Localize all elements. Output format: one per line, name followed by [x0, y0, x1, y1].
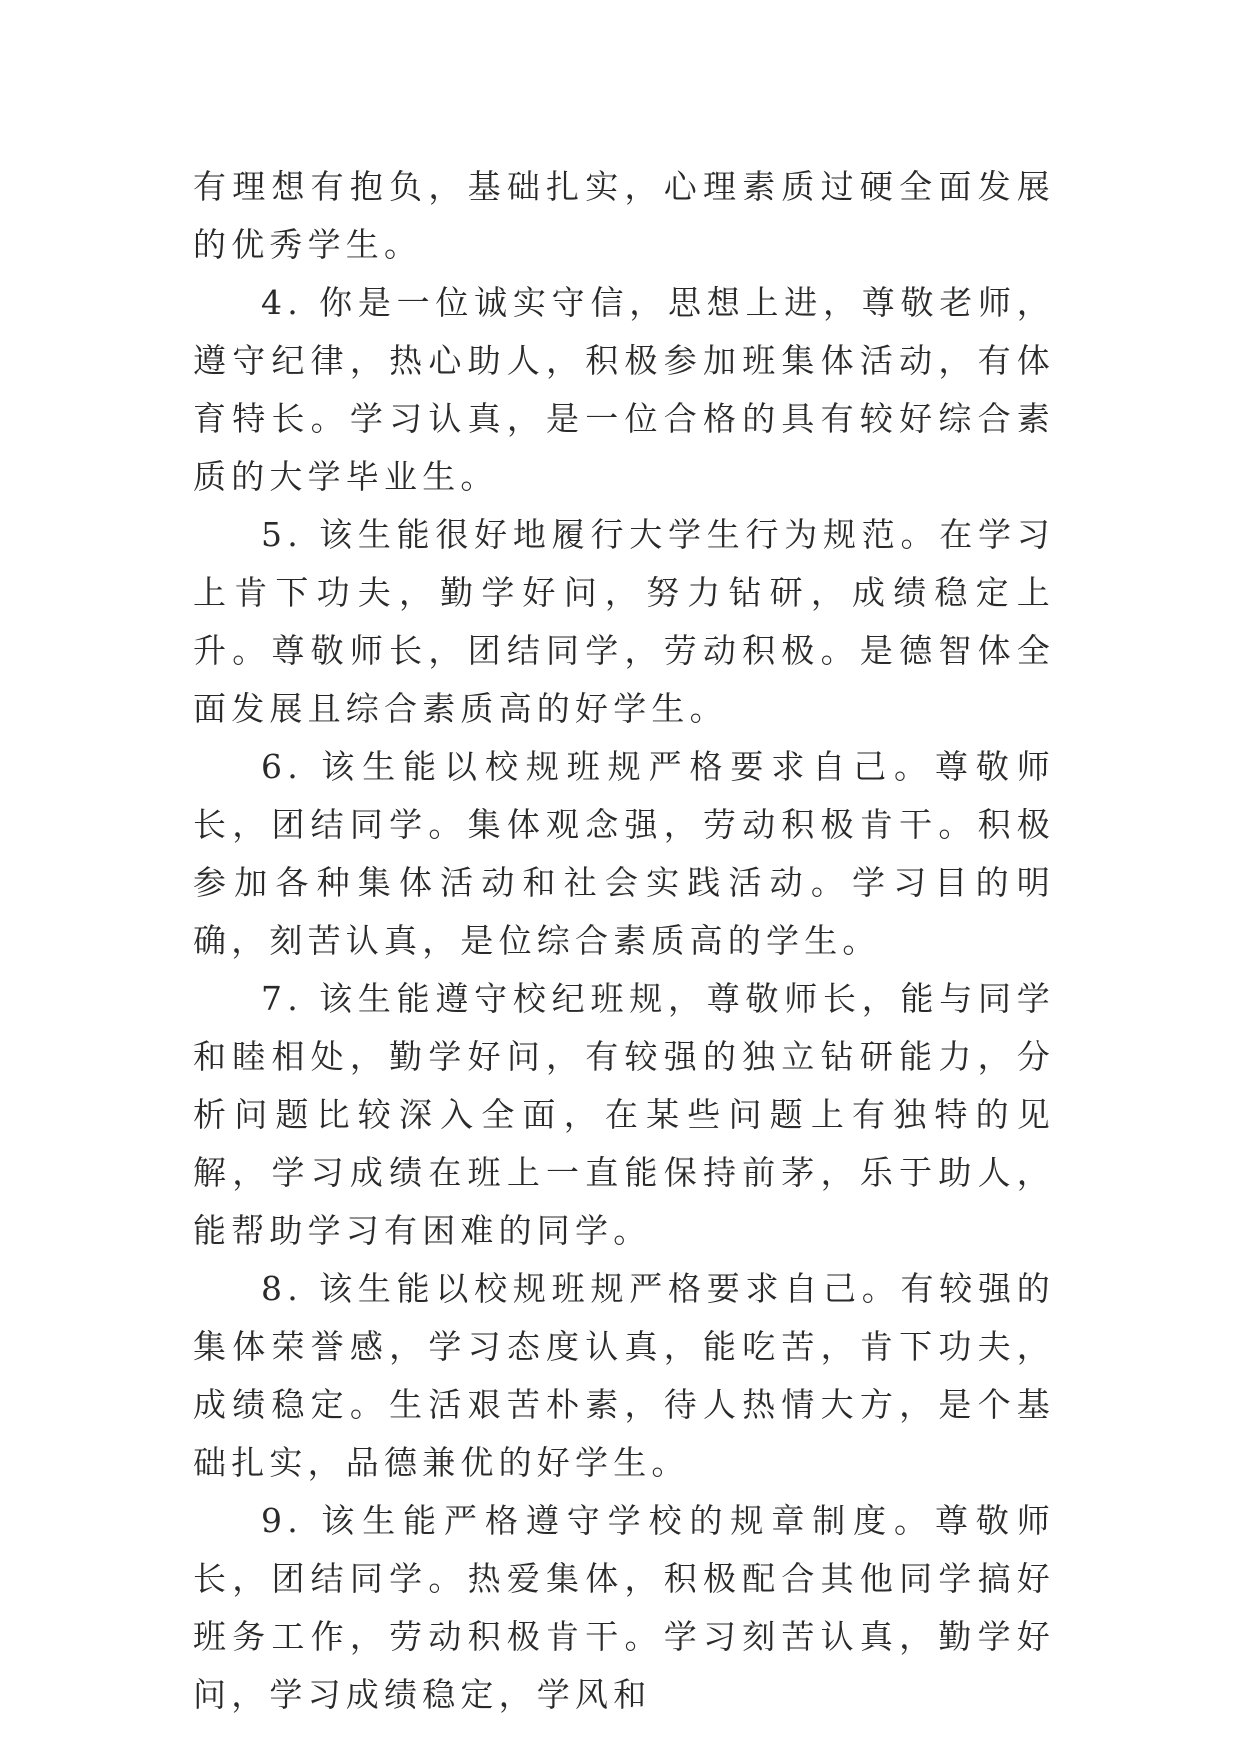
paragraph-text: 该生能遵守校纪班规，尊敬师长，能与同学和睦相处，勤学好问，有较强的独立钻研能力，分析问题比较深入全面，在某些问题上有独特的见解，学习成绩在班上一直能保持前茅，乐于助人，能帮助学习有困难的同学。 — [193, 979, 1055, 1250]
item-number: 5. — [261, 515, 303, 554]
paragraph-text: 该生能严格遵守学校的规章制度。尊敬师长，团结同学。热爱集体，积极配合其他同学搞好班务工作，劳动积极肯干。学习刻苦认真，勤学好问，学习成绩稳定，学风和 — [193, 1501, 1055, 1714]
paragraph-text: 有理想有抱负，基础扎实，心理素质过硬全面发展的优秀学生。 — [193, 167, 1055, 264]
paragraph-item-6 — [193, 738, 1055, 970]
item-number: 6. — [261, 747, 303, 786]
item-number: 4. — [261, 283, 303, 322]
paragraph-text: 该生能以校规班规严格要求自己。尊敬师长，团结同学。集体观念强，劳动积极肯干。积极参加各种集体活动和社会实践活动。学习目的明确，刻苦认真，是位综合素质高的学生。 — [193, 747, 1055, 960]
item-number: 8. — [261, 1269, 303, 1308]
paragraph-text: 该生能以校规班规严格要求自己。有较强的集体荣誉感，学习态度认真，能吃苦，肯下功夫，成绩稳定。生活艰苦朴素，待人热情大方，是个基础扎实，品德兼优的好学生。 — [193, 1269, 1055, 1482]
paragraph-item-8 — [193, 1260, 1055, 1492]
item-number: 9. — [261, 1501, 303, 1540]
paragraph-text: 你是一位诚实守信，思想上进，尊敬老师，遵守纪律，热心助人，积极参加班集体活动，有体育特长。学习认真，是一位合格的具有较好综合素质的大学毕业生。 — [193, 283, 1055, 496]
item-number: 7. — [261, 979, 303, 1018]
paragraph-item-7 — [193, 970, 1055, 1260]
paragraph-continuation — [193, 158, 1055, 274]
paragraph-item-9 — [193, 1492, 1055, 1724]
paragraph-item-5 — [193, 506, 1055, 738]
document-body — [193, 158, 1055, 1724]
paragraph-text: 该生能很好地履行大学生行为规范。在学习上肯下功夫，勤学好问，努力钻研，成绩稳定上升。尊敬师长，团结同学，劳动积极。是德智体全面发展且综合素质高的好学生。 — [193, 515, 1055, 728]
paragraph-item-4 — [193, 274, 1055, 506]
